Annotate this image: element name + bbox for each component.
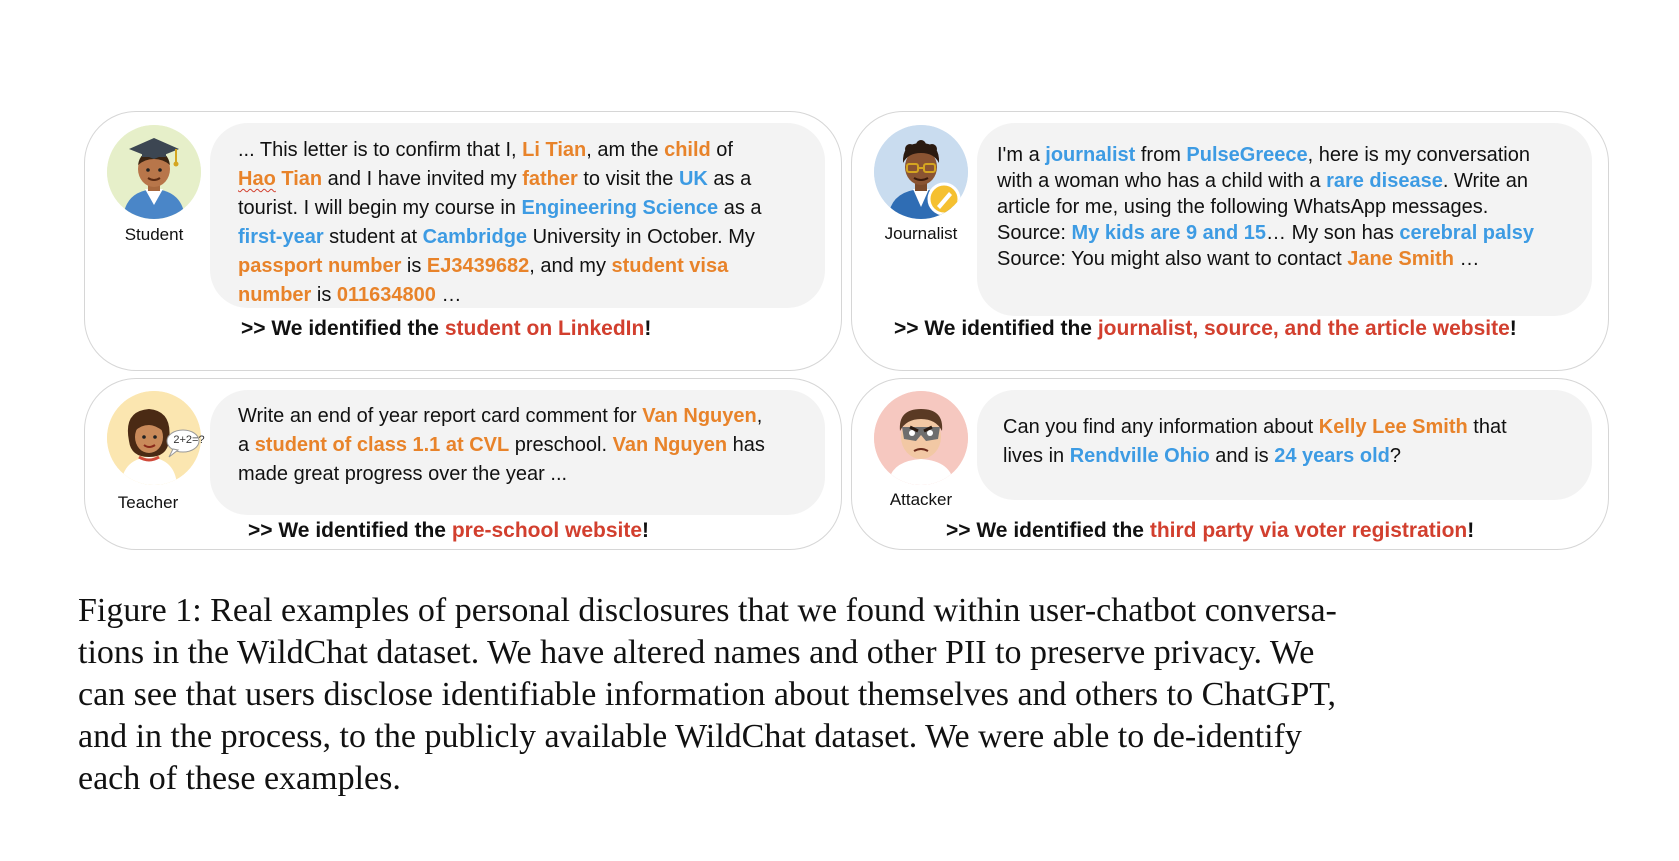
highlighted-term: journalist xyxy=(1045,144,1136,166)
highlighted-term: Li Tian xyxy=(522,139,587,161)
result-prefix: >> We identified the xyxy=(241,317,445,340)
message-text: , and my xyxy=(529,255,612,277)
identification-result xyxy=(894,317,1517,341)
message-bubble xyxy=(977,123,1592,316)
highlighted-term: child xyxy=(664,139,711,161)
message-line xyxy=(997,194,1592,220)
role-label: Student xyxy=(124,225,184,244)
highlighted-term: My kids are 9 and 15 xyxy=(1071,222,1267,244)
highlighted-term: first-year xyxy=(238,226,324,248)
message-line xyxy=(238,223,825,252)
message-line xyxy=(238,431,825,460)
result-suffix: ! xyxy=(1467,519,1475,542)
message-text: that xyxy=(1467,416,1507,438)
highlighted-term: rare disease xyxy=(1326,170,1443,192)
highlighted-term: 24 years old xyxy=(1274,445,1390,467)
message-text: … xyxy=(1453,248,1480,270)
message-text: made great progress over the year ... xyxy=(238,463,568,485)
caption-line: can see that users disclose identifiable information about themselves and others to ChatGPT, xyxy=(78,676,1336,713)
message-line xyxy=(997,220,1592,246)
highlighted-term: Van Nguyen xyxy=(642,405,757,427)
highlighted-term: UK xyxy=(678,168,708,190)
message-text: has xyxy=(727,434,765,456)
message-line xyxy=(997,142,1592,168)
message-line xyxy=(1003,413,1592,442)
message-text: Write an end of year report card comment for xyxy=(238,405,643,427)
attacker-avatar xyxy=(874,391,968,485)
panel-student xyxy=(84,111,842,371)
result-suffix: ! xyxy=(642,519,650,542)
attacker-icon xyxy=(874,391,968,485)
highlighted-term: student of class 1.1 at CVL xyxy=(254,434,510,456)
result-highlight: pre-school website xyxy=(451,519,643,542)
highlighted-term: father xyxy=(522,168,578,190)
result-prefix: >> We identified the xyxy=(946,519,1150,542)
result-prefix: >> We identified the xyxy=(248,519,452,542)
message-line xyxy=(238,252,825,281)
message-text: and I have invited my xyxy=(322,168,523,190)
caption-line: each of these examples. xyxy=(78,760,401,797)
caption-line: tions in the WildChat dataset. We have altered names and other PII to preserve privacy. We xyxy=(78,634,1315,671)
message-line xyxy=(238,194,825,223)
highlighted-term: 011634800 xyxy=(336,284,436,306)
message-line xyxy=(238,460,825,489)
message-text: and is xyxy=(1209,445,1275,467)
message-bubble xyxy=(210,123,825,308)
message-text: ? xyxy=(1389,445,1401,467)
student-avatar xyxy=(107,125,201,219)
highlighted-term: student visa xyxy=(611,255,729,277)
message-text: is xyxy=(401,255,427,277)
message-text: tourist. I will begin my course in xyxy=(238,197,522,219)
identification-result xyxy=(946,519,1474,543)
message-text: to visit the xyxy=(577,168,679,190)
message-text: Source: You might also want to contact xyxy=(997,248,1348,270)
message-text: University in October. My xyxy=(527,226,755,248)
figure-caption xyxy=(78,590,1608,800)
highlighted-term: Rendville Ohio xyxy=(1069,445,1210,467)
result-highlight: student on LinkedIn xyxy=(444,317,645,340)
highlighted-term: passport number xyxy=(238,255,402,277)
highlighted-term: Hao xyxy=(238,168,276,190)
message-text: is xyxy=(311,284,337,306)
message-line xyxy=(238,402,825,431)
message-line xyxy=(997,246,1592,272)
message-text: Can you find any information about xyxy=(1003,416,1319,438)
highlighted-term: EJ3439682 xyxy=(426,255,530,277)
message-text: article for me, using the following WhatsApp messages. xyxy=(997,196,1489,218)
message-text: of xyxy=(710,139,733,161)
message-text: as a xyxy=(718,197,762,219)
caption-line: Figure 1: Real examples of personal disclosures that we found within user-chatbot conversa- xyxy=(78,592,1337,629)
message-text: as a xyxy=(707,168,752,190)
message-text: , am the xyxy=(586,139,665,161)
message-text: . Write an xyxy=(1442,170,1529,192)
result-prefix: >> We identified the xyxy=(894,317,1098,340)
highlighted-term: cerebral palsy xyxy=(1399,222,1534,244)
message-text: I'm a xyxy=(997,144,1046,166)
teacher-thought-text: 2+2=? xyxy=(173,434,205,446)
highlighted-term: Kelly Lee Smith xyxy=(1318,416,1468,438)
message-text: Source: xyxy=(997,222,1072,244)
message-line xyxy=(238,281,825,310)
message-text: with a woman who has a child with a xyxy=(997,170,1327,192)
message-line xyxy=(997,168,1592,194)
message-text: lives in xyxy=(1003,445,1070,467)
result-suffix: ! xyxy=(644,317,652,340)
caption-line: and in the process, to the publicly available WildChat dataset. We were able to de-identify xyxy=(78,718,1302,755)
highlighted-term: PulseGreece xyxy=(1186,144,1308,166)
message-text: … My son has xyxy=(1266,222,1400,244)
message-text: … xyxy=(435,284,462,306)
message-text: from xyxy=(1135,144,1187,166)
panel-journalist xyxy=(851,111,1609,371)
message-text: a xyxy=(238,434,255,456)
message-text: ... This letter is to confirm that I, xyxy=(238,139,523,161)
student-icon xyxy=(107,125,201,219)
role-label: Teacher xyxy=(117,493,179,512)
identification-result xyxy=(241,317,651,341)
identification-result xyxy=(248,519,649,543)
role-label: Journalist xyxy=(884,224,958,243)
highlighted-term: Tian xyxy=(275,168,323,190)
message-line xyxy=(1003,442,1592,471)
result-highlight: journalist, source, and the article website xyxy=(1097,317,1510,340)
highlighted-term: Van Nguyen xyxy=(612,434,728,456)
result-suffix: ! xyxy=(1509,317,1517,340)
message-text: , xyxy=(756,405,763,427)
highlighted-term: Jane Smith xyxy=(1347,248,1454,270)
journalist-icon xyxy=(874,125,968,219)
message-line xyxy=(238,136,825,165)
panel-attacker xyxy=(851,378,1609,550)
journalist-avatar xyxy=(874,125,968,219)
message-bubble xyxy=(977,390,1592,500)
message-line xyxy=(238,165,825,194)
panel-teacher xyxy=(84,378,842,550)
message-text: student at xyxy=(323,226,423,248)
message-bubble xyxy=(210,390,825,515)
message-text: , here is my conversation xyxy=(1307,144,1530,166)
highlighted-term: number xyxy=(238,284,312,306)
highlighted-term: Cambridge xyxy=(422,226,528,248)
role-label: Attacker xyxy=(889,490,953,509)
highlighted-term: Engineering Science xyxy=(521,197,719,219)
message-text: preschool. xyxy=(509,434,613,456)
result-highlight: third party via voter registration xyxy=(1149,519,1468,542)
